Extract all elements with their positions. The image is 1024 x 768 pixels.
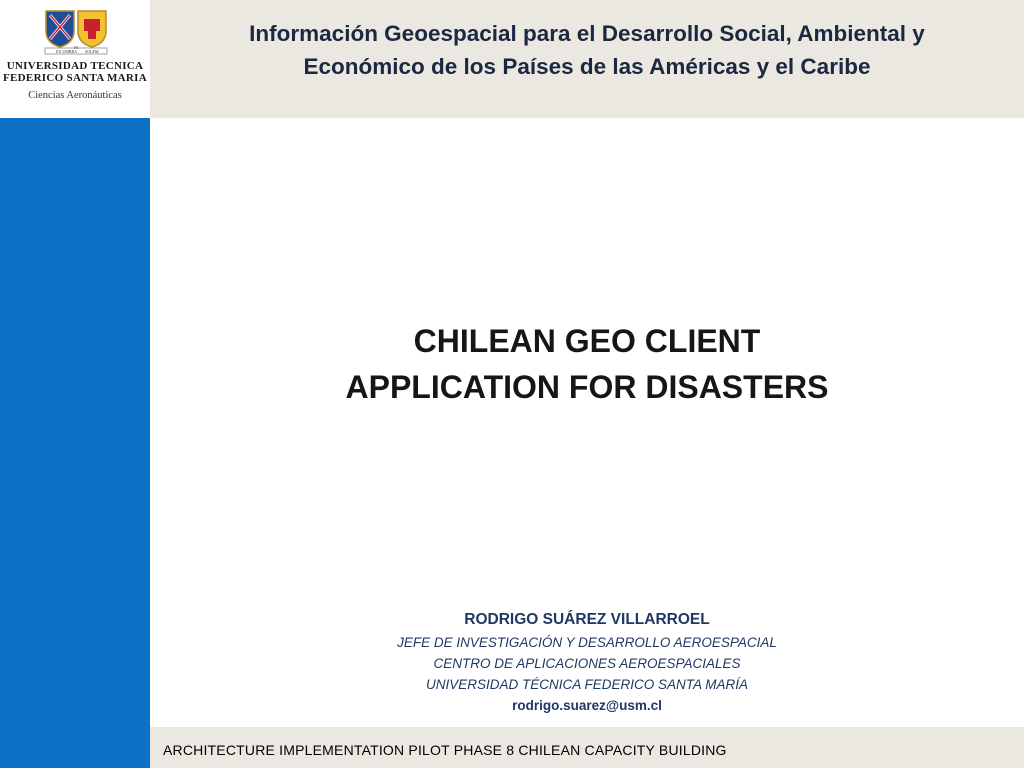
author-email: rodrigo.suarez@usm.cl (512, 698, 662, 713)
left-accent-bar (0, 118, 150, 768)
author-center: CENTRO DE APLICACIONES AEROESPACIALES (433, 656, 741, 671)
author-name: RODRIGO SUÁREZ VILLARROEL (464, 611, 710, 628)
slide-title (150, 318, 1024, 410)
author-block (150, 608, 1024, 717)
header-title-line2: Económico de los Países de las Américas y el Caribe (303, 54, 871, 79)
header-title-line1: Información Geoespacial para el Desarrollo Social, Ambiental y (249, 21, 925, 46)
department-name: Ciencias Aeronáuticas (28, 90, 122, 101)
motto-mid: IN (74, 45, 79, 50)
slide-title-line2: APPLICATION FOR DISASTERS (345, 369, 829, 405)
university-crest-icon (44, 9, 108, 55)
author-university: UNIVERSIDAD TÉCNICA FEDERICO SANTA MARÍA (425, 677, 749, 692)
footer-text: ARCHITECTURE IMPLEMENTATION PILOT PHASE 8 CHILEAN CAPACITY BUILDING (163, 742, 727, 758)
motto-right: SOLEM (85, 49, 99, 54)
slide-title-line1: CHILEAN GEO CLIENT (413, 323, 761, 359)
header-title (150, 17, 1024, 83)
author-role: JEFE DE INVESTIGACIÓN Y DESARROLLO AEROESPACIAL (397, 635, 777, 650)
footer-band (150, 727, 1024, 768)
university-name-line1: UNIVERSIDAD TECNICA (6, 60, 144, 72)
motto-left: EX UMBRA (56, 49, 78, 54)
header-band (150, 0, 1024, 118)
university-name-line2: FEDERICO SANTA MARIA (3, 72, 147, 84)
university-logo (0, 0, 150, 118)
